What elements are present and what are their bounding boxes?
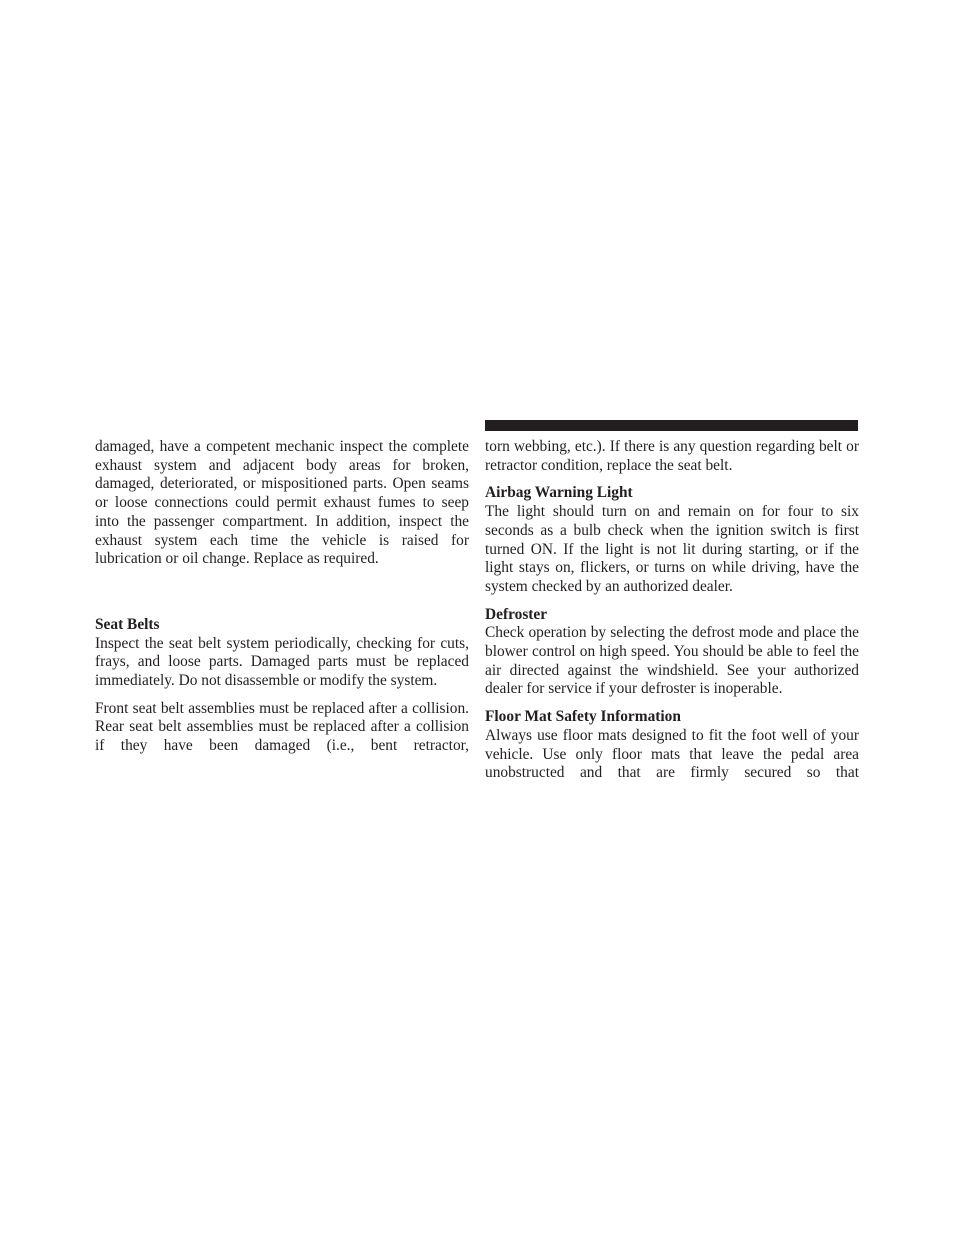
- spacer: [485, 699, 859, 708]
- seat-belts-paragraph-1: Inspect the seat belt system periodically, checking for cuts, frays, and loose parts. Damaged parts must be replaced immediately. Do not disassemble or modify the system.: [95, 634, 469, 690]
- header-bar: [485, 420, 858, 431]
- left-column: [95, 438, 469, 756]
- spacer: [95, 569, 469, 616]
- airbag-warning-paragraph: The light should turn on and remain on for four to six seconds as a bulb check when the ignition switch is first turned ON. If the light is not lit during starting, or if the light stays on, flickers, or turns on while driving, have the system checked by an authorized dealer.: [485, 503, 859, 595]
- floor-mat-heading: Floor Mat Safety Information: [485, 708, 681, 726]
- airbag-warning-heading: Airbag Warning Light: [485, 484, 633, 502]
- spacer: [485, 475, 859, 484]
- seat-belts-paragraph-2: Front seat belt assemblies must be replaced after a collision. Rear seat belt assemblies must be replaced after a collision if they have been damaged (i.e., bent retractor,: [95, 699, 469, 755]
- right-column: [485, 438, 859, 783]
- spacer: [95, 691, 469, 700]
- defroster-heading: Defroster: [485, 605, 548, 623]
- exhaust-paragraph: damaged, have a competent mechanic inspect the complete exhaust system and adjacent body areas for broken, damaged, deteriorated, or mispositioned parts. Open seams or loose connections could permit exhaust fumes to seep into the passenger compartment. In addition, inspect the exhaust system each time the vehicle is raised for lubrication or oil change. Replace as required.: [95, 438, 469, 568]
- spacer: [485, 597, 859, 606]
- seat-belts-heading: Seat Belts: [95, 615, 160, 633]
- seat-belts-continued-paragraph: torn webbing, etc.). If there is any question regarding belt or retractor condition, replace the seat belt.: [485, 438, 859, 474]
- floor-mat-paragraph: Always use floor mats designed to fit the foot well of your vehicle. Use only floor mats that leave the pedal area unobstructed and that are firmly secured so that: [485, 726, 859, 782]
- defroster-paragraph: Check operation by selecting the defrost mode and place the blower control on high speed. You should be able to feel the air directed against the windshield. See your authorized dealer for service if your defroster is inoperable.: [485, 624, 859, 698]
